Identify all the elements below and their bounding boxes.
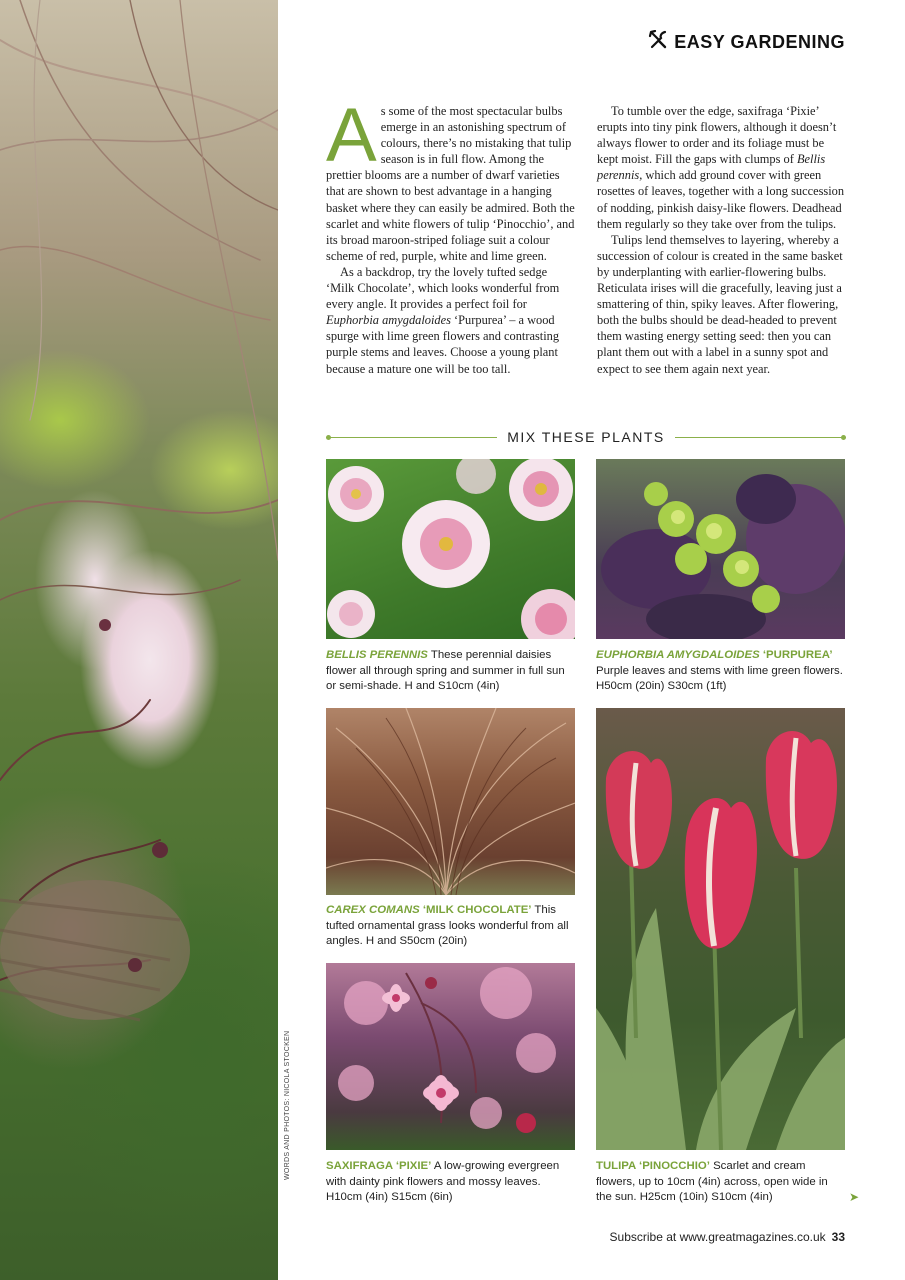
saxifraga-caption (326, 1159, 578, 1206)
section-title: EASY GARDENING (674, 32, 845, 52)
carex-comans-caption (326, 903, 578, 950)
plant-name: EUPHORBIA AMYGDALOIDES (596, 649, 760, 661)
bellis-perennis-photo (326, 459, 575, 639)
plant-cultivar: ‘PINOCCHIO’ (635, 1160, 710, 1172)
article-column-left (326, 93, 575, 377)
divider-line (326, 437, 497, 438)
plant-description: Purple leaves and stems with lime green flowers. H50cm (20in) S30cm (1ft) (596, 664, 843, 693)
article-body (326, 93, 846, 377)
euphorbia-photo (596, 459, 845, 639)
euphorbia-caption (596, 648, 846, 695)
plant-cultivar: ‘PURPUREA’ (759, 649, 833, 661)
mix-these-plants-heading (326, 427, 846, 447)
section-header (648, 30, 845, 55)
plant-description: A low-growing evergreen with dainty pink flowers and mossy leaves. H10cm (4in) S15cm (6in) (326, 1160, 560, 1204)
arrow-right-icon: ➤ (849, 1190, 860, 1204)
drop-cap: A (326, 93, 377, 178)
hanging-basket-photo (0, 0, 278, 1280)
article-column-right (597, 103, 846, 377)
page-number: 33 (831, 1230, 845, 1244)
paragraph-text: To tumble over the edge, saxifraga ‘Pixie’ erupts into tiny pink flowers, although it doesn’t always flower to order and its foliage must be kept moist. Fill the gaps with clumps of (597, 104, 837, 167)
plant-name: CAREX COMANS (326, 904, 420, 916)
plant-name: SAXIFRAGA (326, 1160, 393, 1172)
tulipa-caption (596, 1159, 846, 1206)
paragraph-text: s some of the most spectacular bulbs emerge in an astonishing spectrum of colours, there’s no mistaking that tulip season is in full flow. Among the prettier blooms are a number of dwarf varieties that are shown to best advantage in a hanging basket where they can easily be admired. Both the scarlet and white flowers of tulip ‘Pinocchio’, and its broad maroon-striped foliage suit a colour scheme of red, purple, white and lime green. (326, 104, 575, 263)
paragraph (326, 264, 575, 377)
paragraph-text: ‘Purpurea’ – a wood spurge with lime green flowers and contrasting purple stems and leaves. Choose a young plant because a mature one will be too tall. (326, 313, 560, 376)
plant-description: These perennial daisies flower all through spring and summer in full sun or semi-shade. H and S10cm (4in) (326, 649, 565, 693)
tulipa-pinocchio-photo (596, 708, 845, 1150)
plant-name: TULIPA (596, 1160, 636, 1172)
paragraph-text: As a backdrop, try the lovely tufted sedge ‘Milk Chocolate’, which looks wonderful from every angle. It provides a perfect foil for (326, 264, 560, 312)
photo-credit: WORDS AND PHOTOS: NICOLA STOCKEN (284, 1030, 291, 1180)
page-footer (610, 1230, 845, 1244)
saxifraga-pixie-photo (326, 963, 575, 1150)
plant-name: BELLIS PERENNIS (326, 649, 428, 661)
subscribe-text: Subscribe at www.greatmagazines.co.uk (609, 1230, 826, 1244)
bellis-perennis-caption (326, 648, 576, 695)
divider-line (675, 437, 846, 438)
paragraph-text: which add ground cover with green rosettes of leaves, together with a long succession of nodding, pinkish daisy-like flowers. Deadhead them regularly so they take over from the tulips. (597, 168, 845, 231)
plant-description: This tufted ornamental grass looks wonderful from all angles. H and S50cm (20in) (326, 904, 569, 948)
section-heading-label: MIX THESE PLANTS (507, 429, 665, 445)
plant-cultivar: ‘PIXIE’ (392, 1160, 432, 1172)
garden-tools-icon (648, 30, 668, 55)
plant-description: Scarlet and cream flowers, up to 10cm (4in) across, open wide in the sun. H25cm (10in) S10cm (4in) (596, 1160, 828, 1204)
paragraph (326, 93, 575, 264)
carex-comans-photo (326, 708, 575, 895)
plant-name-italic: Euphorbia amygdaloides (326, 313, 451, 328)
plant-cultivar: ‘MILK CHOCOLATE’ (419, 904, 532, 916)
paragraph: Tulips lend themselves to layering, whereby a succession of colour is created in the same basket by underplanting with earlier-flowering bulbs. Reticulata irises will die gracefully, leaving just a smattering of thin, spiky leaves. After flowering, both the bulbs should be dead-headed to prevent them wasting energy setting seed: then you can plant them out with a label in a sunny spot and expect to see them again next year. (597, 232, 843, 376)
plant-name-italic: Bellis perennis, (597, 152, 826, 183)
paragraph (597, 103, 846, 232)
